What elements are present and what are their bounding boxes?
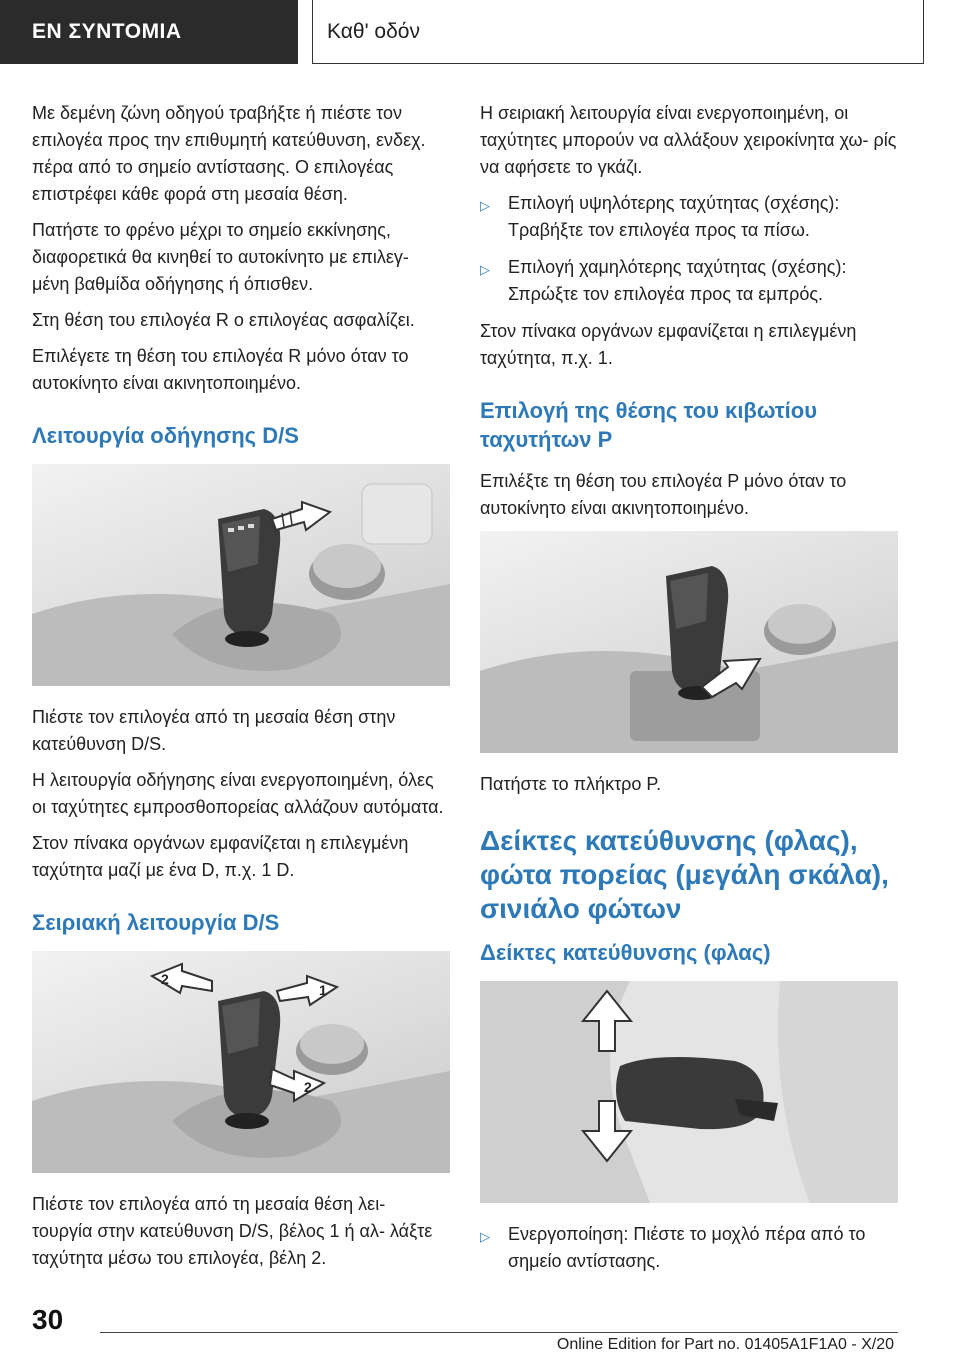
paragraph: Επιλέγετε τη θέση του επιλογέα R μόνο όταν το αυτοκίνητο είναι ακινητοποιημένο. (32, 346, 409, 393)
left-column (32, 100, 450, 1281)
list-item-text: Επιλογή χαμηλότερης ταχύτητας (σχέσης): Σπρώξτε τον επιλογέα προς τα εμπρός. (508, 257, 847, 304)
paragraph: Η σειριακή λειτουργία είναι ενεργοποιημένη, οι ταχύτητες μπορούν να αλλάξουν χειροκίνητα χω- ρίς να αφήσετε το γκάζι. (480, 103, 897, 177)
turn-signal-lever-illustration (480, 981, 898, 1203)
page-header (0, 0, 960, 64)
list-item (480, 1221, 898, 1275)
footer-divider (100, 1332, 898, 1333)
chapter-heading-lights: Δείκτες κατεύθυνσης (φλας), φώτα πορείας (μεγάλη σκάλα), σινιάλο φώτων (480, 825, 889, 924)
chapter-tab: Καθ' οδόν (312, 0, 924, 64)
list-item-text: Ενεργοποίηση: Πιέστε το μοχλό πέρα από το σημείο αντίστασης. (508, 1224, 866, 1271)
triangle-right-outline-icon: ▷ (480, 1229, 490, 1244)
arrow-label-1: 1 (319, 982, 327, 998)
paragraph: Στη θέση του επιλογέα R ο επιλογέας ασφαλίζει. (32, 310, 415, 330)
park-button-illustration (480, 531, 898, 753)
gear-selector-illustration-ds (32, 464, 450, 686)
right-column (480, 100, 898, 1285)
arrow-label-2-lower: 2 (304, 1079, 312, 1095)
page-footer (0, 1298, 960, 1362)
edition-note: Online Edition for Part no. 01405A1F1A0 - X/20 (556, 1336, 894, 1353)
paragraph: Πιέστε τον επιλογέα από τη μεσαία θέση λει- τουργία στην κατεύθυνση D/S, βέλος 1 ή αλ- λάξτε ταχύτητα μέσω του επιλογέα, βέλη 2. (32, 1194, 433, 1268)
paragraph: Πατήστε το πλήκτρο P. (480, 774, 662, 794)
paragraph: Η λειτουργία οδήγησης είναι ενεργοποιημένη, όλες οι ταχύτητες εμπροσθοπορείας αλλάζουν αυτόματα. (32, 770, 444, 817)
section-tab: ΕΝ ΣΥΝΤΟΜΙΑ (0, 0, 298, 64)
list-item-text: Επιλογή υψηλότερης ταχύτητας (σχέσης): Τραβήξτε τον επιλογέα προς τα πίσω. (508, 193, 840, 240)
section-heading-drive-mode: Λειτουργία οδήγησης D/S (32, 423, 299, 448)
section-heading-park-position: Επιλογή της θέσης του κιβωτίου ταχυτήτων P (480, 398, 818, 452)
paragraph: Πιέστε τον επιλογέα από τη μεσαία θέση στην κατεύθυνση D/S. (32, 707, 396, 754)
page-number: 30 (32, 1304, 64, 1335)
paragraph: Επιλέξτε τη θέση του επιλογέα P μόνο όταν το αυτοκίνητο είναι ακινητοποιημένο. (480, 471, 847, 518)
arrow-label-2-upper: 2 (161, 971, 169, 987)
triangle-right-outline-icon: ▷ (480, 198, 490, 213)
list-item (480, 254, 898, 308)
section-heading-serial-mode: Σειριακή λειτουργία D/S (32, 910, 280, 935)
list-item (480, 190, 898, 244)
triangle-right-outline-icon: ▷ (480, 262, 490, 277)
paragraph: Στον πίνακα οργάνων εμφανίζεται η επιλεγμένη ταχύτητα, π.χ. 1. (480, 321, 857, 368)
gear-selector-illustration-serial (32, 951, 450, 1173)
section-heading-turn-signals: Δείκτες κατεύθυνσης (φλας) (480, 940, 771, 965)
paragraph: Πατήστε το φρένο μέχρι το σημείο εκκίνησης, διαφορετικά θα κινηθεί το αυτοκίνητο με επιλεγ- μένη βαθμίδα οδήγησης ή όπισθεν. (32, 220, 409, 294)
paragraph: Στον πίνακα οργάνων εμφανίζεται η επιλεγμένη ταχύτητα μαζί με ένα D, π.χ. 1 D. (32, 833, 409, 880)
paragraph: Με δεμένη ζώνη οδηγού τραβήξτε ή πιέστε τον επιλογέα προς την επιθυμητή κατεύθυνση, ενδεχ. πέρα από το σημείο αντίστασης. Ο επιλογέας επιστρέφει κάθε φορά στη μεσαία θέση. (32, 103, 426, 204)
